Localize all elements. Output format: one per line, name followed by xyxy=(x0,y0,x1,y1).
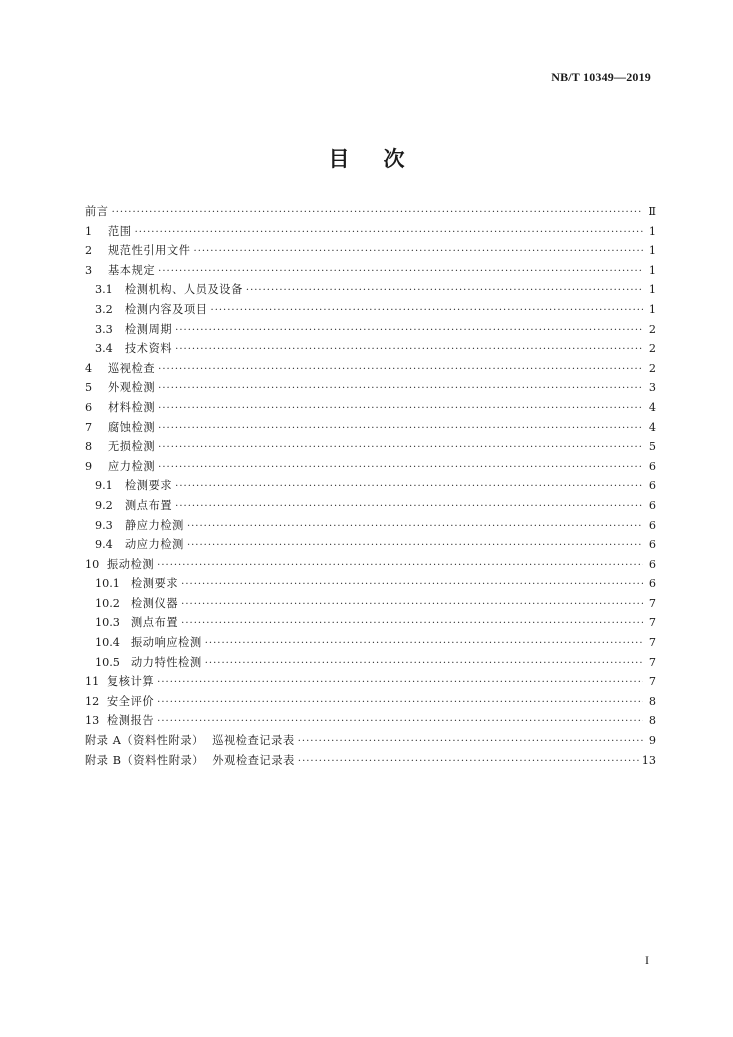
toc-dot-leader xyxy=(175,325,643,336)
toc-entry-page: 2 xyxy=(648,342,656,356)
toc-entry-page: 2 xyxy=(648,322,656,336)
toc-entry-page: Ⅱ xyxy=(648,205,656,218)
toc-dot-leader xyxy=(175,344,643,355)
toc-subentry[interactable] xyxy=(85,517,656,537)
toc-entry-number: 1 xyxy=(85,224,93,238)
toc-entry-number: 7 xyxy=(85,420,93,434)
toc-entry-number: 3.1 xyxy=(95,283,113,297)
toc-entry[interactable] xyxy=(85,693,656,713)
toc-entry-text: 检测内容及项目 xyxy=(125,302,208,316)
toc-entry-number: 10.2 xyxy=(95,596,120,610)
toc-entry-page: 6 xyxy=(648,557,656,571)
toc-subentry[interactable] xyxy=(85,301,656,321)
page-title xyxy=(0,143,733,173)
toc-entry-page: 8 xyxy=(648,694,656,708)
toc-dot-leader xyxy=(211,305,643,316)
toc-entry-text: 振动检测 xyxy=(107,557,155,571)
toc-entry-page: 7 xyxy=(648,596,656,610)
toc-entry[interactable] xyxy=(85,262,656,282)
toc-entry[interactable] xyxy=(85,438,656,458)
toc-dot-leader xyxy=(112,207,643,218)
toc-entry-page: 4 xyxy=(648,420,656,434)
toc-entry-number: 11 xyxy=(85,675,100,689)
title-char-2: 次 xyxy=(383,146,405,171)
toc-entry-page: 13 xyxy=(641,753,656,767)
toc-dot-leader xyxy=(158,403,643,414)
toc-entry-appendix-a[interactable] xyxy=(85,732,656,752)
toc-entry-number: 13 xyxy=(85,714,100,728)
toc-subentry[interactable] xyxy=(85,536,656,556)
toc-dot-leader xyxy=(298,756,639,767)
toc-entry-number: 9.2 xyxy=(95,498,113,512)
toc-entry-page: 9 xyxy=(648,734,656,748)
toc-entry-page: 7 xyxy=(648,655,656,669)
toc-dot-leader xyxy=(157,697,643,708)
toc-subentry[interactable] xyxy=(85,654,656,674)
toc-entry-number: 5 xyxy=(85,381,93,395)
toc-entry-text: 动应力检测 xyxy=(125,538,184,552)
toc-dot-leader xyxy=(158,364,643,375)
toc-entry-page: 7 xyxy=(648,675,656,689)
toc-entry-number: 3.2 xyxy=(95,302,113,316)
toc-entry-text: 复核计算 xyxy=(107,675,155,689)
toc-entry[interactable] xyxy=(85,242,656,262)
toc-entry-number: 9.1 xyxy=(95,479,113,493)
toc-entry-text: 规范性引用文件 xyxy=(108,244,191,258)
toc-entry-number: 9 xyxy=(85,459,93,473)
toc-entry[interactable] xyxy=(85,556,656,576)
toc-entry-text: 检测要求 xyxy=(125,479,173,493)
toc-entry-text: 检测机构、人员及设备 xyxy=(125,283,243,297)
toc-entry-text: 外观检测 xyxy=(108,381,156,395)
toc-entry-page: 6 xyxy=(648,479,656,493)
toc-subentry[interactable] xyxy=(85,321,656,341)
page-number: I xyxy=(645,953,649,967)
toc-dot-leader xyxy=(205,638,643,649)
toc-entry-page: 1 xyxy=(648,263,656,277)
toc-dot-leader xyxy=(158,462,643,473)
toc-dot-leader xyxy=(158,383,643,394)
toc-dot-leader xyxy=(157,677,643,688)
toc-entry-number: 9.4 xyxy=(95,538,113,552)
toc-entry-page: 6 xyxy=(648,459,656,473)
toc-entry-page: 1 xyxy=(648,283,656,297)
toc-subentry[interactable] xyxy=(85,634,656,654)
toc-dot-leader xyxy=(158,442,643,453)
toc-entry-text: 振动响应检测 xyxy=(131,636,202,650)
toc-entry-page: 1 xyxy=(648,302,656,316)
toc-entry-text: 前言 xyxy=(85,205,109,218)
toc-entry[interactable] xyxy=(85,712,656,732)
toc-subentry[interactable] xyxy=(85,340,656,360)
toc-entry-text: 检测报告 xyxy=(107,714,155,728)
toc-entry-text: 应力检测 xyxy=(108,459,156,473)
toc-subentry[interactable] xyxy=(85,614,656,634)
toc-entry[interactable] xyxy=(85,360,656,380)
toc-dot-leader xyxy=(298,736,643,747)
toc-entry-text: 范围 xyxy=(108,224,132,238)
toc-entry-text: 安全评价 xyxy=(107,694,155,708)
toc-entry-text: 检测仪器 xyxy=(131,596,179,610)
toc-entry-page: 6 xyxy=(648,577,656,591)
toc-entry[interactable] xyxy=(85,673,656,693)
toc-dot-leader xyxy=(157,716,643,727)
toc-entry-preface[interactable] xyxy=(85,203,656,223)
toc-entry-text: 基本规定 xyxy=(108,263,156,277)
toc-entry-page: 1 xyxy=(648,224,656,238)
toc-entry-number: 12 xyxy=(85,694,100,708)
toc-entry-text: 测点布置 xyxy=(131,616,179,630)
toc-entry-number: 8 xyxy=(85,440,93,454)
toc-entry[interactable] xyxy=(85,419,656,439)
toc-dot-leader xyxy=(194,246,643,257)
toc-entry-page: 6 xyxy=(648,518,656,532)
toc-dot-leader xyxy=(175,501,643,512)
toc-entry-text: 动力特性检测 xyxy=(131,655,202,669)
toc-entry-number: 2 xyxy=(85,244,93,258)
toc-entry-text: 巡视检查 xyxy=(108,361,156,375)
toc-dot-leader xyxy=(181,579,643,590)
toc-entry-text: 技术资料 xyxy=(125,342,173,356)
toc-entry-number: 10.1 xyxy=(95,577,120,591)
toc-dot-leader xyxy=(158,423,643,434)
toc-dot-leader xyxy=(246,285,643,296)
standard-number: NB/T 10349—2019 xyxy=(551,70,651,84)
toc-entry-number: 10.3 xyxy=(95,616,120,630)
toc-dot-leader xyxy=(181,618,643,629)
toc-entry-number: 10 xyxy=(85,557,100,571)
toc-entry-text: 检测要求 xyxy=(131,577,179,591)
toc-entry-text: 材料检测 xyxy=(108,400,156,414)
toc-subentry[interactable] xyxy=(85,477,656,497)
toc-dot-leader xyxy=(158,266,643,277)
toc-subentry[interactable] xyxy=(85,281,656,301)
toc-entry-number: 6 xyxy=(85,400,93,414)
toc-subentry[interactable] xyxy=(85,575,656,595)
toc-entry-number: 3.3 xyxy=(95,322,113,336)
toc-dot-leader xyxy=(157,560,643,571)
toc-entry-number: 3.4 xyxy=(95,342,113,356)
toc-entry-text: 腐蚀检测 xyxy=(108,420,156,434)
toc-dot-leader xyxy=(187,521,643,532)
toc-dot-leader xyxy=(175,481,643,492)
toc-entry-page: 8 xyxy=(648,714,656,728)
toc-entry-page: 6 xyxy=(648,498,656,512)
toc-entry[interactable] xyxy=(85,223,656,243)
toc-dot-leader xyxy=(135,227,643,238)
table-of-contents xyxy=(85,203,656,771)
toc-entry-page: 7 xyxy=(648,616,656,630)
toc-entry-number: 10.5 xyxy=(95,655,120,669)
toc-entry-page: 1 xyxy=(648,244,656,258)
toc-entry[interactable] xyxy=(85,458,656,478)
toc-entry-page: 5 xyxy=(648,440,656,454)
toc-entry-text: 附录 B（资料性附录） 外观检查记录表 xyxy=(85,753,295,767)
toc-entry-text: 无损检测 xyxy=(108,440,156,454)
toc-entry-page: 6 xyxy=(648,538,656,552)
toc-entry-text: 附录 A（资料性附录） 巡视检查记录表 xyxy=(85,734,295,748)
toc-dot-leader xyxy=(205,658,643,669)
toc-entry[interactable] xyxy=(85,379,656,399)
toc-entry-number: 10.4 xyxy=(95,636,120,650)
toc-entry-page: 7 xyxy=(648,636,656,650)
toc-entry-appendix-b[interactable] xyxy=(85,752,656,772)
toc-entry-page: 2 xyxy=(648,361,656,375)
toc-entry-text: 检测周期 xyxy=(125,322,173,336)
toc-entry-number: 4 xyxy=(85,361,93,375)
toc-dot-leader xyxy=(187,540,643,551)
toc-subentry[interactable] xyxy=(85,497,656,517)
toc-entry-text: 测点布置 xyxy=(125,498,173,512)
title-char-1: 目 xyxy=(328,146,350,171)
toc-entry-number: 3 xyxy=(85,263,93,277)
toc-dot-leader xyxy=(181,599,643,610)
toc-entry-page: 4 xyxy=(648,400,656,414)
toc-entry-number: 9.3 xyxy=(95,518,113,532)
toc-subentry[interactable] xyxy=(85,595,656,615)
toc-entry[interactable] xyxy=(85,399,656,419)
toc-entry-page: 3 xyxy=(648,381,656,395)
toc-entry-text: 静应力检测 xyxy=(125,518,184,532)
